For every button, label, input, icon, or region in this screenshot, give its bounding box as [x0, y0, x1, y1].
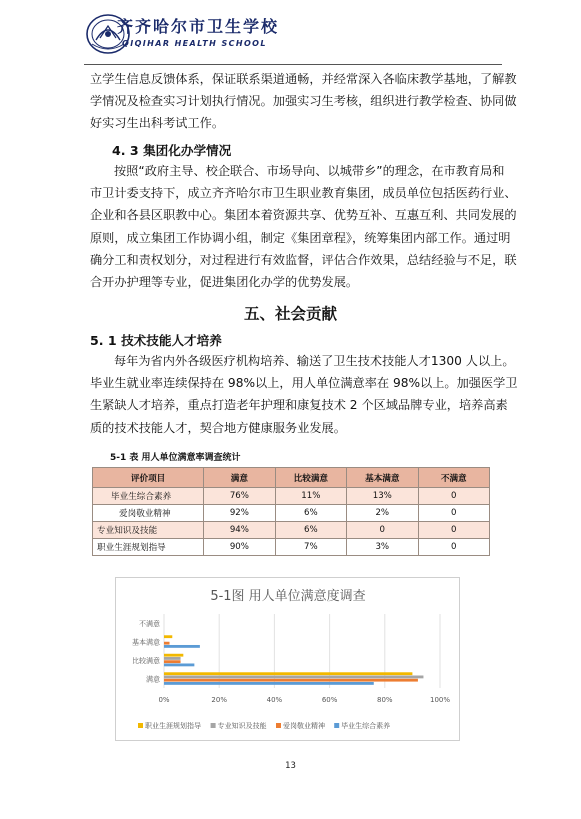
chart-legend-label: 爱岗敬业精神: [283, 722, 325, 730]
table-header-cell: 比较满意: [275, 468, 346, 488]
section-heading-4-3: 4. 3 集团化办学情况: [112, 143, 232, 158]
table-cell: 90%: [204, 539, 275, 556]
chart-legend-swatch: [334, 723, 339, 728]
chart-x-labels: [158, 696, 450, 704]
table-row: [93, 488, 490, 505]
table-cell: 0: [418, 539, 489, 556]
chart-bar: [164, 657, 181, 660]
chart-bar: [164, 660, 181, 663]
table-cell: 6%: [275, 505, 346, 522]
table-row: [93, 522, 490, 539]
table-cell: 爱岗敬业精神: [93, 505, 204, 522]
table-cell: 13%: [347, 488, 418, 505]
chart-bar: [164, 642, 170, 645]
table-row: [93, 539, 490, 556]
text-line: 确分工和责权划分，对过程进行有效监督，评估合作效果，总结经验与不足，联: [90, 252, 517, 267]
table-cell: 76%: [204, 488, 275, 505]
chart-bar: [164, 645, 200, 648]
table-header-cell: 满意: [204, 468, 275, 488]
chart-bar: [164, 676, 423, 679]
chart-x-tick-label: 20%: [211, 696, 227, 704]
page-number: 13: [285, 761, 296, 771]
table-cell: 11%: [275, 488, 346, 505]
chart-title: 5-1图 用人单位满意度调查: [210, 589, 366, 604]
table-cell: 0: [347, 522, 418, 539]
chart-y-tick-label: 满意: [146, 675, 160, 684]
text-line: 合开办护理等专业，促进集团化办学的优势发展。: [90, 275, 359, 290]
chart-x-tick-label: 60%: [321, 696, 338, 704]
chart-y-tick-label: 比较满意: [132, 656, 160, 665]
table-cell: 6%: [275, 522, 346, 539]
chart-legend-swatch: [211, 723, 216, 728]
satisfaction-table: [92, 467, 490, 556]
chart-bar: [164, 635, 172, 638]
table-header-cell: 评价项目: [93, 468, 204, 488]
text-line: 好实习生出科考试工作。: [90, 116, 225, 131]
chart-bar: [164, 663, 194, 666]
chart-y-tick-label: 基本满意: [132, 638, 160, 647]
header-divider: [84, 64, 502, 65]
text-line: 每年为省内外各级医疗机构培养、输送了卫生技术技能人才1300 人以上。: [114, 354, 515, 368]
text-line: 企业和各县区职教中心。集团本着资源共享、优势互补、互惠互利、共同发展的: [90, 208, 517, 223]
text-line: 生紧缺人才培养，重点打造老年护理和康复技术 2 个区域品牌专业，培养高素: [90, 398, 508, 413]
chart-canvas: [116, 578, 461, 742]
table-cell: 3%: [347, 539, 418, 556]
paragraph-internship: [90, 68, 517, 135]
text-line: 市卫计委支持下，成立齐齐哈尔市卫生职业教育集团，成员单位包括医药行业、: [90, 186, 517, 201]
table-title: 5-1 表 用人单位满意率调查统计: [110, 453, 241, 463]
text-line: 原则，成立集团工作协调小组，制定《集团章程》，统筹集团内部工作。通过明: [90, 230, 511, 245]
text-line: 质的技术技能人才，契合地方健康服务业发展。: [90, 420, 346, 435]
chapter-heading-5: 五、社会贡献: [243, 304, 337, 323]
school-name-en: QIQIHAR HEALTH SCHOOL: [122, 39, 267, 48]
chart-legend-label: 专业知识及技能: [217, 722, 267, 730]
table-header-cell: 不满意: [418, 468, 489, 488]
chart-bar: [164, 654, 183, 657]
table-cell: 专业知识及技能: [93, 522, 204, 539]
table-cell: 2%: [347, 505, 418, 522]
chart-x-tick-label: 40%: [266, 696, 283, 704]
paragraph-talent-training: [90, 350, 518, 439]
chart-x-tick-label: 0%: [158, 696, 170, 704]
table-cell: 94%: [204, 522, 275, 539]
chart-x-tick-label: 80%: [377, 696, 393, 704]
table-cell: 职业生涯规划指导: [93, 539, 204, 556]
chart-x-tick-label: 100%: [429, 696, 451, 704]
chart-bar: [164, 672, 412, 675]
text-line: 毕业生就业率连续保持在 98%以上，用人单位满意率在 98%以上。加强医学卫: [90, 376, 518, 391]
table-cell: 7%: [275, 539, 346, 556]
chart-bar: [164, 682, 374, 685]
table-row: [93, 505, 490, 522]
chart-legend-label: 职业生涯规划指导: [145, 722, 201, 730]
chart-legend-swatch: [276, 723, 281, 728]
text-line: 立学生信息反馈体系，保证联系渠道通畅，并经常深入各临床教学基地，了解教: [90, 72, 517, 86]
page-header: [0, 0, 581, 66]
chart-y-labels: [132, 619, 160, 684]
paragraph-group-school: [90, 160, 517, 293]
section-heading-5-1: 5. 1 技术技能人才培养: [90, 333, 222, 348]
table-header-row: [93, 468, 490, 488]
chart-legend-swatch: [138, 723, 143, 728]
table-header-cell: 基本满意: [347, 468, 418, 488]
text-line: 学情况及检查实习计划执行情况。加强实习生考核，组织进行教学检查、协同做: [90, 94, 517, 109]
table-cell: 毕业生综合素养: [93, 488, 204, 505]
chart-legend-label: 毕业生综合素养: [341, 722, 391, 730]
text-line: 按照“政府主导、校企联合、市场导向、以城带乡”的理念，在市教育局和: [114, 164, 505, 178]
satisfaction-chart: [115, 577, 460, 741]
school-name-cn: 齐齐哈尔市卫生学校: [117, 17, 280, 36]
table-cell: 0: [418, 505, 489, 522]
chart-legend: [138, 721, 390, 730]
table-cell: 92%: [204, 505, 275, 522]
chart-y-tick-label: 不满意: [139, 619, 160, 628]
chart-bar: [164, 679, 418, 682]
table-cell: 0: [418, 488, 489, 505]
table-cell: 0: [418, 522, 489, 539]
